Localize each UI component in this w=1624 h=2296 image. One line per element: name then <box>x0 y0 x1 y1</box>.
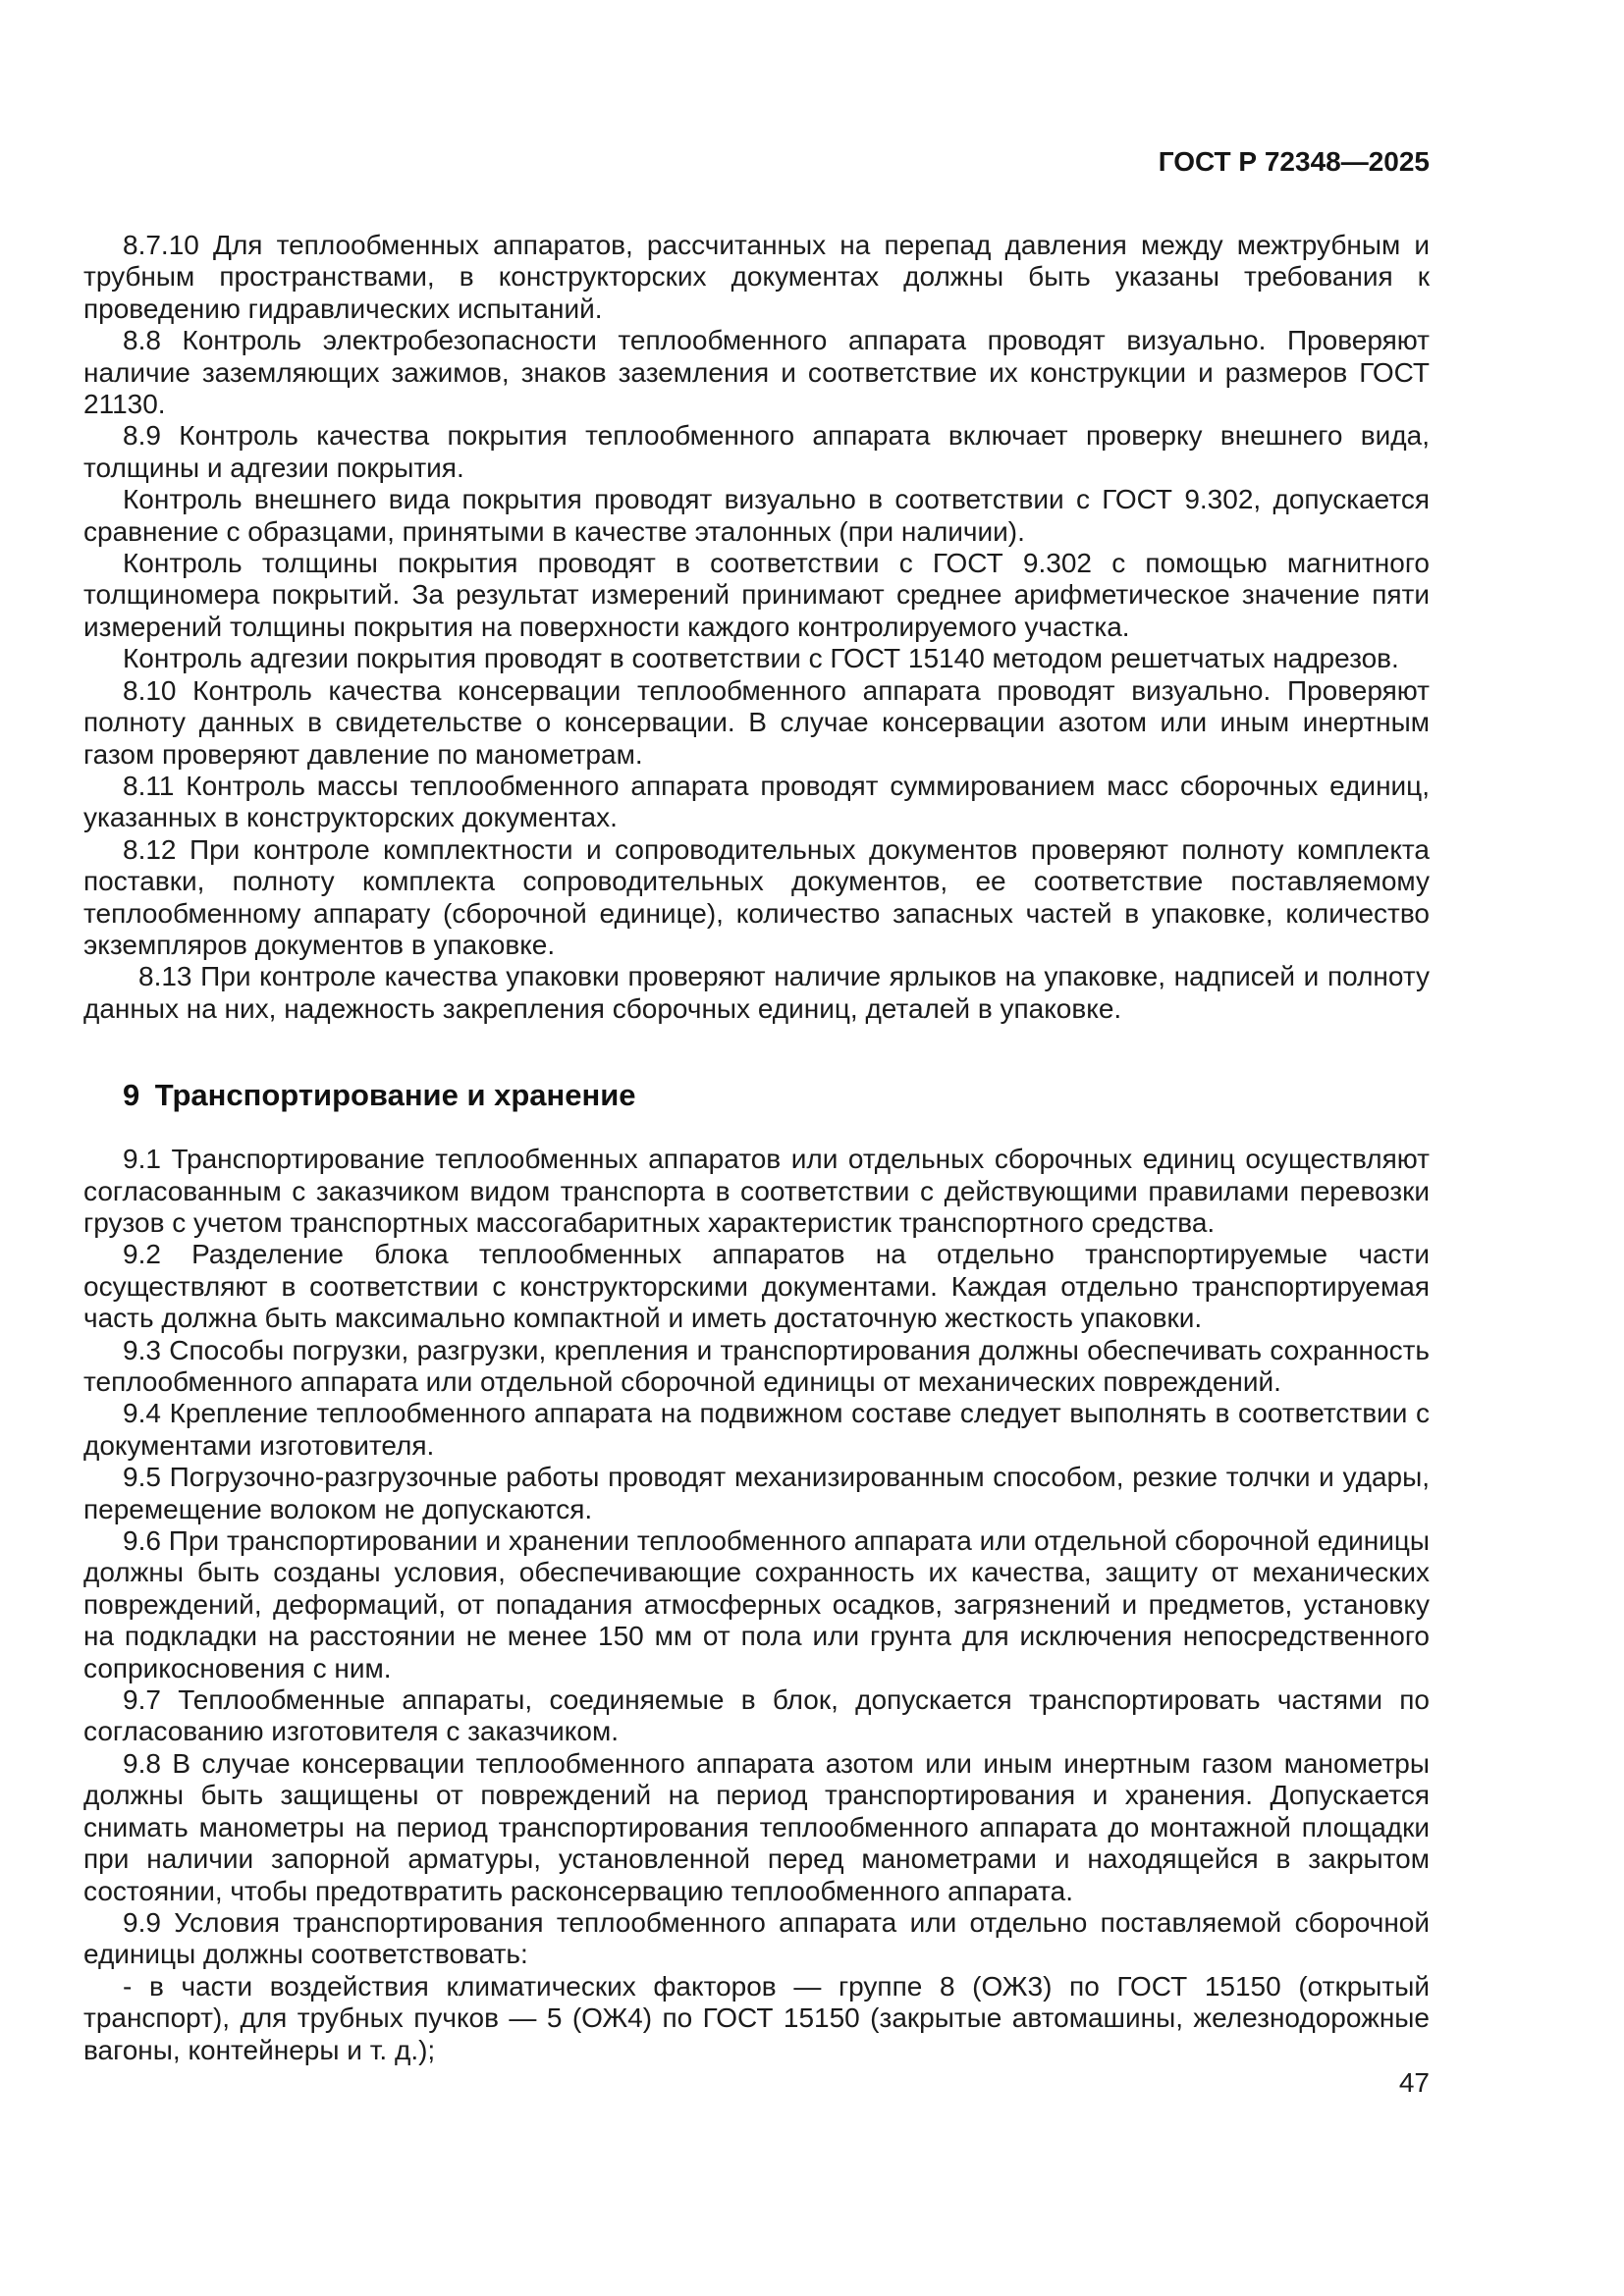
paragraph-8-9: 8.9 Контроль качества покрытия теплообменного аппарата включает проверку внешнего вида, толщины и адгезии покрытия. <box>83 420 1430 483</box>
paragraph-8-11: 8.11 Контроль массы теплообменного аппарата проводят суммированием масс сборочных единиц, указанных в конструкторских документах. <box>83 770 1430 833</box>
running-header-gost-number: ГОСТ Р 72348—2025 <box>1158 146 1430 177</box>
paragraph-coating-appearance-control: Контроль внешнего вида покрытия проводят визуально в соответствии с ГОСТ 9.302, допускается сравнение с образцами, принятыми в качестве эталонных (при наличии). <box>83 484 1430 547</box>
page-number: 47 <box>1398 2067 1430 2098</box>
paragraph-9-3: 9.3 Способы погрузки, разгрузки, крепления и транспортирования должны обеспечивать сохранность теплообменного аппарата или отдельной сборочной единицы от механических повреждений. <box>83 1334 1430 1397</box>
paragraph-coating-adhesion-control: Контроль адгезии покрытия проводят в соответствии с ГОСТ 15140 методом решетчатых надрезов. <box>123 643 1399 674</box>
paragraph-8-7-10: 8.7.10 Для теплообменных аппаратов, рассчитанных на перепад давления между межтрубным и трубным пространствами, в конструкторских документах должны быть указаны требования к проведению гидравлических испытаний. <box>83 230 1430 324</box>
paragraph-8-8: 8.8 Контроль электробезопасности теплообменного аппарата проводят визуально. Проверяют наличие заземляющих зажимов, знаков заземления и соответствие их конструкции и размеров ГОСТ 21130. <box>83 325 1430 420</box>
paragraph-9-9: 9.9 Условия транспортирования теплообменного аппарата или отдельно поставляемой сборочной единицы должны соответствовать: <box>83 1906 1430 1970</box>
document-body <box>83 230 1430 2066</box>
section-9-heading: 9 Транспортирование и хранение <box>123 1078 636 1113</box>
paragraph-9-7: 9.7 Теплообменные аппараты, соединяемые в блок, допускается транспортировать частями по согласованию изготовителя с заказчиком. <box>83 1684 1430 1747</box>
paragraph-9-4: 9.4 Крепление теплообменного аппарата на подвижном составе следует выполнять в соответствии с документами изготовителя. <box>83 1398 1430 1461</box>
paragraph-9-1: 9.1 Транспортирование теплообменных аппаратов или отдельных сборочных единиц осуществляют согласованным с заказчиком видом транспорта в соответствии с действующими правилами перевозки грузов с учетом транспортных массогабаритных характеристик транспортного средства. <box>83 1144 1430 1238</box>
paragraph-9-8: 9.8 В случае консервации теплообменного аппарата азотом или иным инертным газом манометры должны быть защищены от повреждений на период транспортирования и хранения. Допускается снимать манометры на период транспортирования теплообменного аппарата до монтажной площадки при наличии запорной арматуры, установленной перед манометрами и находящейся в закрытом состоянии, чтобы предотвратить расконсервацию теплообменного аппарата. <box>83 1747 1430 1906</box>
paragraph-8-12: 8.12 При контроле комплектности и сопроводительных документов проверяют полноту комплекта поставки, полноту комплекта сопроводительных документов, ее соответствие поставляемому теплообменному аппарату (сборочной единице), количество запасных частей в упаковке, количество экземпляров документов в упаковке. <box>83 833 1430 960</box>
paragraph-8-10: 8.10 Контроль качества консервации теплообменного аппарата проводят визуально. Проверяют полноту данных в свидетельстве о консервации. В случае консервации азотом или иным инертным газом проверяют давление по манометрам. <box>83 674 1430 770</box>
paragraph-9-9-climatic-factors-item: - в части воздействия климатических факторов — группе 8 (ОЖ3) по ГОСТ 15150 (открытый транспорт), для трубных пучков — 5 (ОЖ4) по ГОСТ 15150 (закрытые автомашины, железнодорожные вагоны, контейнеры и т. д.); <box>83 1970 1430 2065</box>
paragraph-9-2: 9.2 Разделение блока теплообменных аппаратов на отдельно транспортируемые части осуществляют в соответствии с конструкторскими документами. Каждая отдельно транспортируемая часть должна быть максимально компактной и иметь достаточную жесткость упаковки. <box>83 1239 1430 1334</box>
paragraph-9-5: 9.5 Погрузочно-разгрузочные работы проводят механизированным способом, резкие толчки и удары, перемещение волоком не допускаются. <box>83 1462 1430 1524</box>
paragraph-coating-thickness-control: Контроль толщины покрытия проводят в соответствии с ГОСТ 9.302 с помощью магнитного толщиномера покрытий. За результат измерений принимают среднее арифметическое значение пяти измерений толщины покрытия на поверхности каждого контролируемого участка. <box>83 548 1430 642</box>
paragraph-9-6: 9.6 При транспортировании и хранении теплообменного аппарата или отдельной сборочной единицы должны быть созданы условия, обеспечивающие сохранность их качества, защиту от механических повреждений, деформаций, от попадания атмосферных осадков, загрязнений и предметов, установку на подкладки на расстоянии не менее 150 мм от пола или грунта для исключения непосредственного соприкосновения с ним. <box>83 1525 1430 1683</box>
paragraph-8-13: 8.13 При контроле качества упаковки проверяют наличие ярлыков на упаковке, надписей и полноту данных на них, надежность закрепления сборочных единиц, деталей в упаковке. <box>83 961 1430 1024</box>
